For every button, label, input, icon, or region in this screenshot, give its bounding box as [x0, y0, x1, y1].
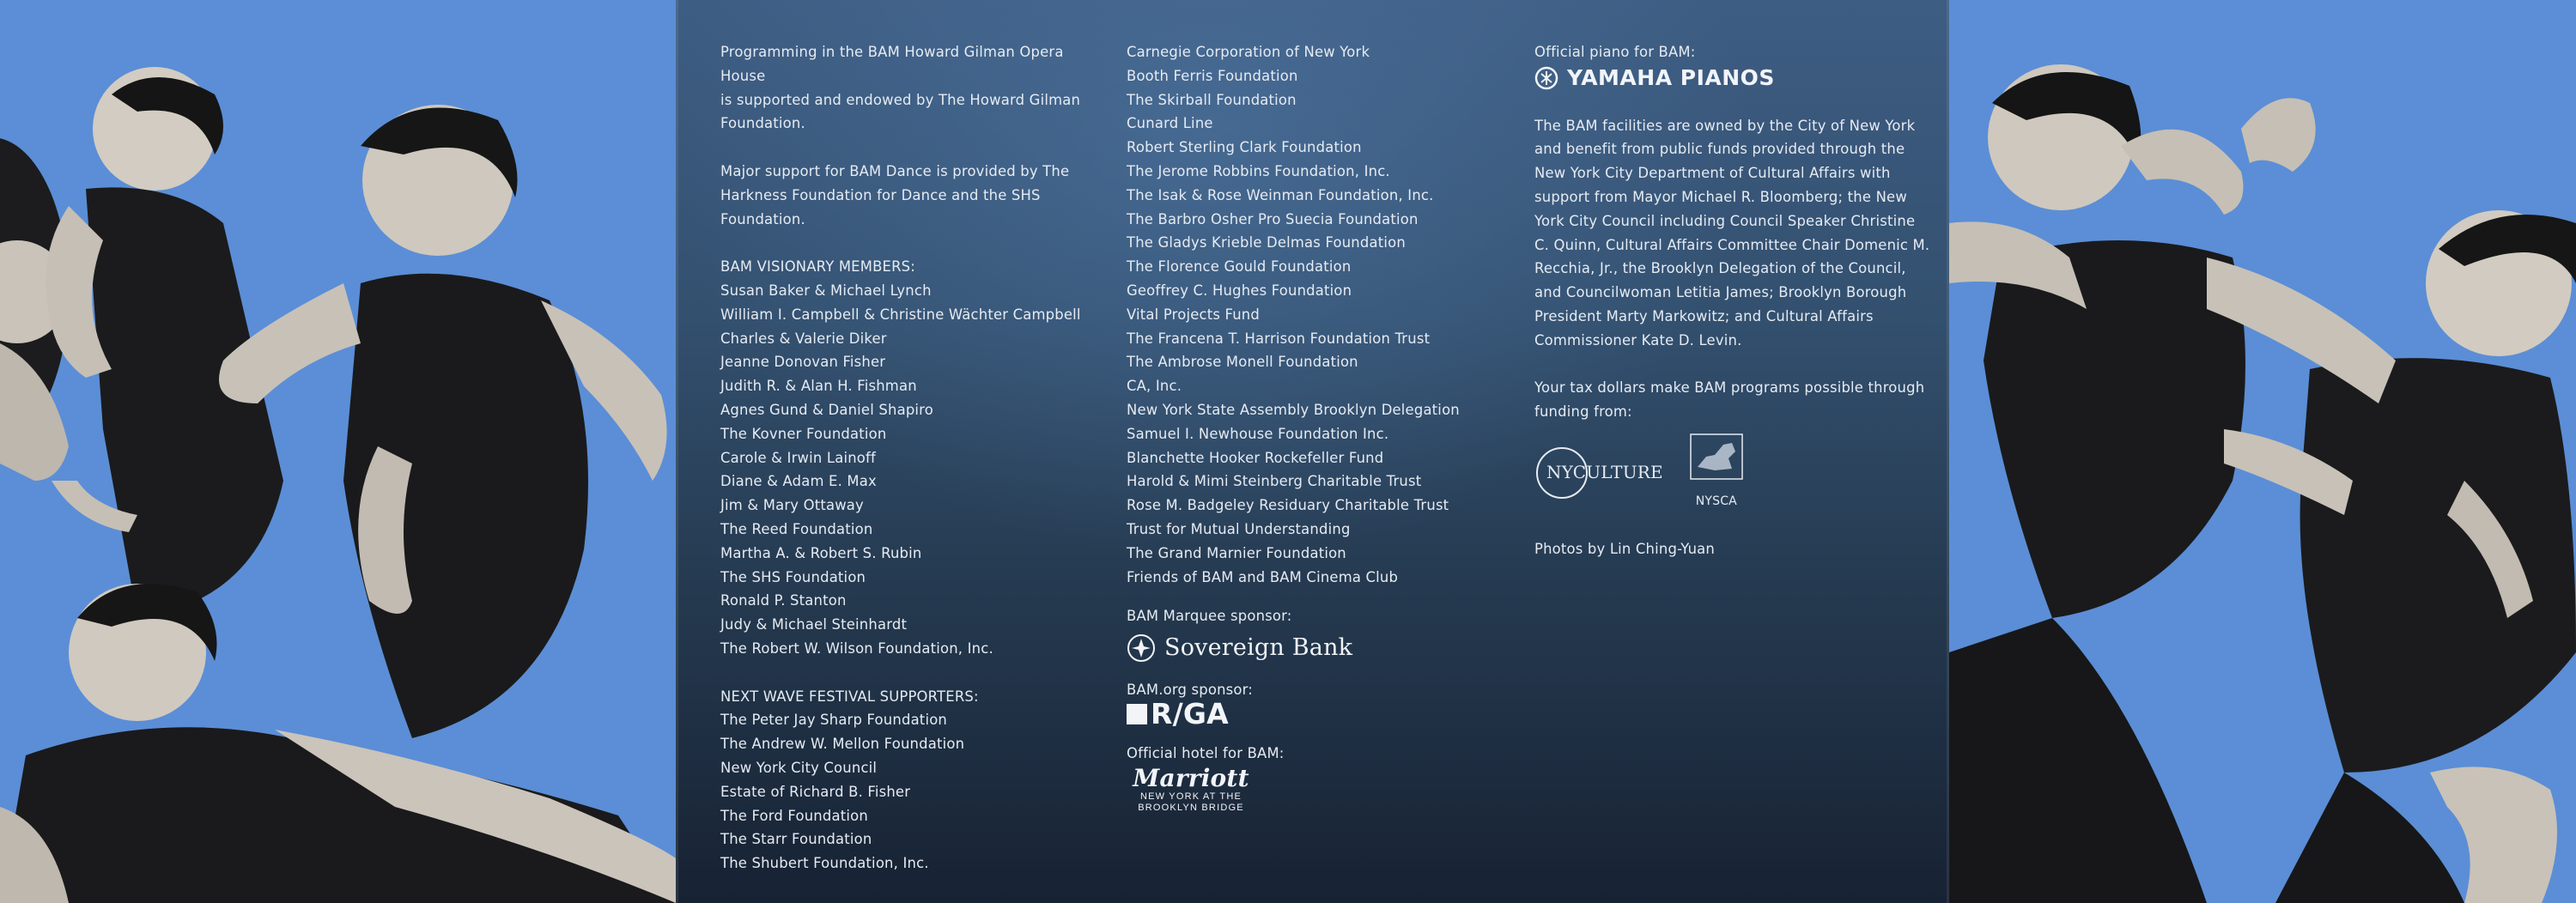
visionary-member: Jeanne Donovan Fisher	[720, 354, 886, 371]
tax-line: Your tax dollars make BAM programs possible through	[1534, 379, 1925, 397]
marriott-wordmark: Marriott	[1133, 763, 1249, 792]
visionary-member: Agnes Gund & Daniel Shapiro	[720, 401, 933, 418]
nextwave-supporter: New York City Council	[720, 759, 878, 776]
visionary-member: Jim & Mary Ottaway	[720, 497, 864, 514]
visionary-member: Martha A. & Robert S. Rubin	[720, 544, 922, 561]
intro1-line: Programming in the BAM Howard Gilman Opera House	[720, 44, 1064, 84]
funding-logos	[1534, 433, 1938, 514]
facilities-line: York City Council including Council Speaker Christine	[1534, 212, 1916, 229]
nyc-culture-logo	[1534, 445, 1663, 500]
supporter-line: Carnegie Corporation of New York	[1127, 44, 1370, 60]
rga-wordmark: R/GA	[1151, 696, 1229, 730]
nysca-state-map-icon	[1689, 433, 1744, 481]
credits-column-2	[1127, 40, 1522, 814]
visionary-member: The Reed Foundation	[720, 520, 873, 537]
supporter-line: The Isak & Rose Weinman Foundation, Inc.	[1127, 186, 1434, 203]
facilities-line: New York City Department of Cultural Affairs with	[1534, 165, 1891, 182]
intro1-line: is supported and endowed by The Howard Gilman	[720, 91, 1081, 108]
visionary-member: Ronald P. Stanton	[720, 592, 847, 609]
nysca-logo	[1689, 433, 1744, 514]
supporter-line: The Francena T. Harrison Foundation Trust	[1127, 330, 1431, 347]
supporter-line: The Barbro Osher Pro Suecia Foundation	[1127, 210, 1419, 227]
yamaha-tuning-fork-icon	[1534, 66, 1558, 90]
marriott-logo	[1127, 763, 1255, 814]
visionary-member: Judith R. & Alan H. Fishman	[720, 378, 917, 395]
sovereign-bank-logo	[1127, 633, 1522, 663]
supporter-line: Vital Projects Fund	[1127, 306, 1260, 323]
visionary-member: The Kovner Foundation	[720, 425, 887, 442]
supporter-line: Rose M. Badgeley Residuary Charitable Trust	[1127, 497, 1449, 514]
nyc-culture-wordmark: NYCULTURE	[1546, 462, 1663, 483]
visionary-member: William I. Campbell & Christine Wächter Campbell	[720, 306, 1081, 323]
facilities-line: Commissioner Kate D. Levin.	[1534, 331, 1742, 348]
intro1-line: Foundation.	[720, 115, 805, 132]
credits-column-1	[720, 40, 1098, 876]
visionary-member: Carole & Irwin Lainoff	[720, 449, 876, 466]
nextwave-supporter: The Ford Foundation	[720, 807, 868, 824]
supporter-line: The Gladys Krieble Delmas Foundation	[1127, 234, 1406, 252]
left-dancers-photo	[0, 0, 676, 903]
visionary-member: The SHS Foundation	[720, 568, 866, 585]
nextwave-supporter: The Shubert Foundation, Inc.	[720, 855, 929, 872]
photo-credit: Photos by Lin Ching-Yuan	[1534, 541, 1716, 558]
supporter-line: Booth Ferris Foundation	[1127, 67, 1298, 84]
visionary-member: The Robert W. Wilson Foundation, Inc.	[720, 639, 993, 657]
supporter-line: New York State Assembly Brooklyn Delegation	[1127, 401, 1460, 418]
visionary-heading: BAM VISIONARY MEMBERS:	[720, 258, 915, 276]
visionary-member: Susan Baker & Michael Lynch	[720, 282, 932, 299]
nysca-wordmark: NYSCA	[1695, 494, 1737, 508]
intro2-line: Foundation.	[720, 210, 805, 227]
tax-line: funding from:	[1534, 403, 1632, 421]
credits-column-3	[1534, 40, 1938, 561]
nextwave-supporter: Estate of Richard B. Fisher	[720, 783, 911, 800]
supporter-line: Samuel I. Newhouse Foundation Inc.	[1127, 425, 1389, 442]
intro2-line: Major support for BAM Dance is provided by The	[720, 162, 1070, 179]
dancers-illustration-right	[1949, 0, 2576, 903]
supporter-line: The Florence Gould Foundation	[1127, 258, 1352, 276]
sovereign-seal-icon	[1127, 633, 1156, 663]
marquee-sponsor-label: BAM Marquee sponsor:	[1127, 608, 1292, 625]
facilities-line: The BAM facilities are owned by the City of New York	[1534, 117, 1916, 134]
piano-label: Official piano for BAM:	[1534, 44, 1696, 60]
dancers-illustration-left	[0, 0, 676, 903]
facilities-line: C. Quinn, Cultural Affairs Committee Chair Domenic M.	[1534, 236, 1930, 253]
nextwave-heading: NEXT WAVE FESTIVAL SUPPORTERS:	[720, 688, 979, 705]
marriott-subline: BROOKLYN BRIDGE	[1138, 802, 1244, 813]
yamaha-logo	[1534, 66, 1938, 90]
rga-square-icon	[1127, 704, 1147, 724]
bamorg-sponsor-label: BAM.org sponsor:	[1127, 682, 1254, 699]
facilities-line: support from Mayor Michael R. Bloomberg; the New	[1534, 188, 1907, 205]
marriott-subline: NEW YORK AT THE	[1139, 791, 1242, 802]
credits-panel	[676, 0, 1949, 903]
supporter-line: Friends of BAM and BAM Cinema Club	[1127, 568, 1399, 585]
hotel-label: Official hotel for BAM:	[1127, 744, 1285, 761]
supporter-line: The Skirball Foundation	[1127, 91, 1297, 108]
rga-logo	[1127, 696, 1522, 730]
visionary-member: Judy & Michael Steinhardt	[720, 616, 908, 633]
facilities-line: President Marty Markowitz; and Cultural Affairs	[1534, 307, 1874, 324]
supporter-line: Cunard Line	[1127, 115, 1213, 132]
facilities-line: Recchia, Jr., the Brooklyn Delegation of the Council,	[1534, 260, 1906, 277]
supporter-line: CA, Inc.	[1127, 378, 1182, 395]
supporter-line: Trust for Mutual Understanding	[1127, 520, 1351, 537]
supporter-line: Robert Sterling Clark Foundation	[1127, 139, 1362, 156]
visionary-member: Charles & Valerie Diker	[720, 330, 887, 347]
supporter-line: The Jerome Robbins Foundation, Inc.	[1127, 162, 1390, 179]
supporter-line: Blanchette Hooker Rockefeller Fund	[1127, 449, 1384, 466]
supporter-line: Geoffrey C. Hughes Foundation	[1127, 282, 1352, 299]
supporter-line: The Ambrose Monell Foundation	[1127, 354, 1358, 371]
fold-line-left	[676, 0, 678, 903]
supporter-line: Harold & Mimi Steinberg Charitable Trust	[1127, 473, 1422, 490]
supporter-line: The Grand Marnier Foundation	[1127, 544, 1346, 561]
visionary-member: Diane & Adam E. Max	[720, 473, 877, 490]
intro2-line: Harkness Foundation for Dance and the SHS	[720, 186, 1041, 203]
right-dancers-photo	[1949, 0, 2576, 903]
nextwave-supporter: The Peter Jay Sharp Foundation	[720, 712, 948, 729]
yamaha-wordmark: YAMAHA PIANOS	[1567, 64, 1775, 90]
sovereign-bank-wordmark: Sovereign Bank	[1164, 634, 1353, 662]
nextwave-supporter: The Andrew W. Mellon Foundation	[720, 736, 965, 753]
facilities-line: and Councilwoman Letitia James; Brooklyn Borough	[1534, 284, 1907, 301]
facilities-line: and benefit from public funds provided through the	[1534, 141, 1905, 158]
nextwave-supporter: The Starr Foundation	[720, 831, 872, 848]
